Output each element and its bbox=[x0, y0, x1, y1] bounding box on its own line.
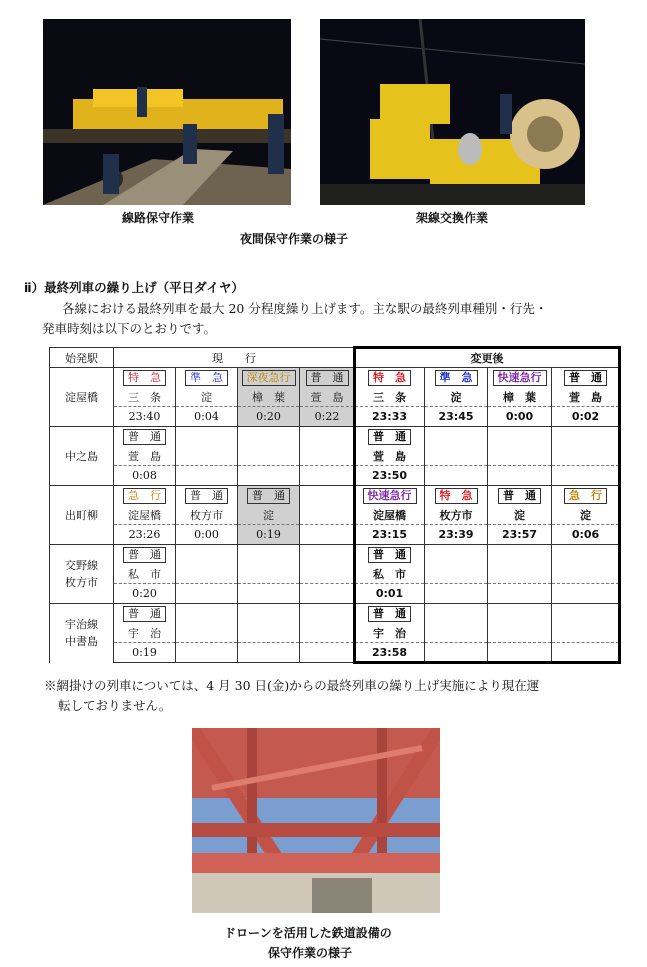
train-type-cell bbox=[425, 486, 488, 506]
row-time bbox=[50, 584, 620, 604]
train-type-cell bbox=[300, 368, 355, 388]
train-type-cell bbox=[425, 368, 488, 388]
timetable-header-row bbox=[50, 348, 620, 368]
destination-cell bbox=[176, 505, 238, 525]
empty-cell bbox=[300, 623, 355, 643]
departure-time: 23:50 bbox=[371, 469, 407, 482]
empty-cell bbox=[300, 643, 355, 663]
empty-cell bbox=[425, 466, 488, 486]
row-type bbox=[50, 368, 620, 388]
destination-cell bbox=[114, 623, 176, 643]
train-type-cell bbox=[355, 486, 425, 506]
train-type-badge: 快速急行 bbox=[493, 370, 547, 386]
empty-cell bbox=[238, 427, 300, 447]
empty-cell bbox=[238, 545, 300, 565]
empty-cell bbox=[488, 545, 552, 565]
empty-cell bbox=[488, 427, 552, 447]
station-name: 出町柳 bbox=[65, 508, 98, 522]
destination: 枚方市 bbox=[439, 508, 473, 522]
departure-time: 23:26 bbox=[128, 528, 161, 541]
row-destination bbox=[50, 387, 620, 407]
empty-cell bbox=[238, 604, 300, 624]
empty-cell bbox=[552, 427, 620, 447]
empty-cell bbox=[300, 427, 355, 447]
empty-cell bbox=[238, 623, 300, 643]
destination: 枚方市 bbox=[190, 508, 223, 522]
empty-cell bbox=[176, 545, 238, 565]
destination: 私 市 bbox=[373, 567, 406, 581]
empty-cell bbox=[176, 427, 238, 447]
empty-cell bbox=[552, 623, 620, 643]
destination: 宇 治 bbox=[128, 626, 161, 640]
paragraph-line-1: 各線における最終列車を最大 20 分程度繰り上げます。主な駅の最終列車種別・行先・ bbox=[62, 301, 548, 316]
header-station: 始発駅 bbox=[50, 348, 114, 368]
empty-cell bbox=[425, 427, 488, 447]
departure-cell bbox=[238, 407, 300, 427]
wire-replacement-photo bbox=[320, 19, 585, 205]
empty-cell bbox=[425, 623, 488, 643]
departure-cell bbox=[355, 525, 425, 545]
train-type-cell bbox=[114, 368, 176, 388]
line-name: 宇治線 bbox=[65, 618, 98, 632]
train-type-badge: 急 行 bbox=[123, 488, 166, 504]
empty-cell bbox=[425, 564, 488, 584]
train-type-cell bbox=[355, 368, 425, 388]
empty-cell bbox=[238, 643, 300, 663]
destination: 萱 島 bbox=[373, 449, 406, 463]
destination: 淀 bbox=[201, 390, 212, 404]
train-type-badge: 特 急 bbox=[435, 488, 478, 504]
departure-time: 23:15 bbox=[371, 528, 407, 541]
destination-cell bbox=[355, 446, 425, 466]
departure-cell bbox=[355, 643, 425, 663]
destination-cell bbox=[488, 505, 552, 525]
train-type-badge: 深夜急行 bbox=[242, 370, 296, 386]
departure-cell bbox=[114, 407, 176, 427]
destination-cell bbox=[114, 446, 176, 466]
destination-cell bbox=[238, 387, 300, 407]
row-type bbox=[50, 545, 620, 565]
train-type-badge: 特 急 bbox=[123, 370, 166, 386]
train-type-cell bbox=[238, 368, 300, 388]
track-maintenance-photo bbox=[43, 19, 291, 205]
departure-time: 23:33 bbox=[371, 410, 407, 423]
empty-cell bbox=[488, 446, 552, 466]
departure-cell bbox=[425, 407, 488, 427]
note-line-2: 転しておりません。 bbox=[58, 698, 172, 713]
train-type-badge: 普 通 bbox=[498, 488, 541, 504]
departure-cell bbox=[488, 525, 552, 545]
departure-cell bbox=[552, 525, 620, 545]
destination: 淀 bbox=[263, 508, 274, 522]
section-paragraph bbox=[42, 299, 632, 339]
empty-cell bbox=[425, 643, 488, 663]
train-type-cell bbox=[114, 545, 176, 565]
departure-cell bbox=[238, 525, 300, 545]
section-heading: ⅱ）最終列車の繰り上げ（平日ダイヤ） bbox=[24, 280, 244, 295]
empty-cell bbox=[552, 584, 620, 604]
train-type-cell bbox=[552, 368, 620, 388]
empty-cell bbox=[425, 545, 488, 565]
empty-cell bbox=[300, 486, 355, 506]
empty-cell bbox=[300, 584, 355, 604]
empty-cell bbox=[552, 545, 620, 565]
empty-cell bbox=[552, 643, 620, 663]
empty-cell bbox=[488, 604, 552, 624]
train-type-cell bbox=[488, 368, 552, 388]
empty-cell bbox=[176, 623, 238, 643]
destination-cell bbox=[355, 387, 425, 407]
train-type-cell bbox=[114, 486, 176, 506]
train-type-badge: 普 通 bbox=[185, 488, 228, 504]
empty-cell bbox=[300, 446, 355, 466]
destination-cell bbox=[114, 387, 176, 407]
departure-cell bbox=[488, 407, 552, 427]
train-type-badge: 普 通 bbox=[123, 547, 166, 563]
destination: 三 条 bbox=[373, 390, 406, 404]
paragraph-line-2: 発車時刻は以下のとおりです。 bbox=[42, 321, 217, 336]
track-maintenance-caption: 線路保守作業 bbox=[122, 211, 195, 225]
wire-replacement-caption: 架線交換作業 bbox=[416, 211, 489, 225]
origin-station bbox=[50, 604, 114, 663]
departure-time: 0:00 bbox=[505, 410, 534, 423]
row-type bbox=[50, 427, 620, 447]
empty-cell bbox=[176, 604, 238, 624]
empty-cell bbox=[238, 564, 300, 584]
departure-time: 0:19 bbox=[132, 646, 157, 659]
note bbox=[44, 676, 634, 716]
empty-cell bbox=[176, 446, 238, 466]
drone-bridge-photo bbox=[192, 728, 440, 913]
destination-cell bbox=[488, 387, 552, 407]
departure-time: 23:40 bbox=[128, 410, 161, 423]
train-type-badge: 特 急 bbox=[368, 370, 411, 386]
empty-cell bbox=[300, 466, 355, 486]
departure-time: 0:08 bbox=[132, 469, 157, 482]
departure-time: 0:01 bbox=[375, 587, 404, 600]
station-name: 中之島 bbox=[65, 449, 98, 463]
station-name: 淀屋橋 bbox=[65, 390, 98, 404]
destination-cell bbox=[425, 387, 488, 407]
train-type-badge: 普 通 bbox=[306, 370, 349, 386]
departure-cell bbox=[355, 584, 425, 604]
destination: 樟 葉 bbox=[252, 390, 285, 404]
empty-cell bbox=[176, 584, 238, 604]
origin-station bbox=[50, 545, 114, 604]
empty-cell bbox=[488, 466, 552, 486]
train-type-badge: 普 通 bbox=[247, 488, 290, 504]
empty-cell bbox=[425, 604, 488, 624]
empty-cell bbox=[425, 584, 488, 604]
train-type-badge: 普 通 bbox=[564, 370, 607, 386]
row-destination bbox=[50, 564, 620, 584]
empty-cell bbox=[300, 505, 355, 525]
departure-time: 23:39 bbox=[438, 528, 474, 541]
empty-cell bbox=[552, 446, 620, 466]
departure-time: 0:00 bbox=[194, 528, 219, 541]
station-name: 中書島 bbox=[65, 635, 98, 649]
origin-station bbox=[50, 368, 114, 427]
destination: 宇 治 bbox=[373, 626, 406, 640]
departure-time: 0:06 bbox=[571, 528, 600, 541]
departure-cell bbox=[425, 525, 488, 545]
empty-cell bbox=[176, 564, 238, 584]
origin-station bbox=[50, 427, 114, 486]
train-type-cell bbox=[488, 486, 552, 506]
destination-cell bbox=[552, 505, 620, 525]
departure-time: 0:20 bbox=[256, 410, 281, 423]
row-destination bbox=[50, 446, 620, 466]
destination: 萱 島 bbox=[310, 390, 344, 404]
destination-cell bbox=[114, 505, 176, 525]
train-type-badge: 快速急行 bbox=[363, 488, 417, 504]
departure-cell bbox=[114, 643, 176, 663]
drone-caption-line-1: ドローンを活用した鉄道設備の bbox=[224, 926, 392, 940]
empty-cell bbox=[300, 525, 355, 545]
note-line-1: ※網掛けの列車については、4 月 30 日(金)からの最終列車の繰り上げ実施により現在運 bbox=[44, 678, 540, 693]
empty-cell bbox=[488, 643, 552, 663]
header-new: 変更後 bbox=[355, 348, 620, 368]
destination: 樟 葉 bbox=[503, 390, 536, 404]
train-type-badge: 普 通 bbox=[368, 429, 411, 445]
departure-cell bbox=[300, 407, 355, 427]
empty-cell bbox=[238, 466, 300, 486]
destination: 淀屋橋 bbox=[128, 508, 161, 522]
empty-cell bbox=[176, 643, 238, 663]
departure-time: 23:58 bbox=[371, 646, 407, 659]
row-type bbox=[50, 486, 620, 506]
train-type-badge: 急 行 bbox=[564, 488, 607, 504]
empty-cell bbox=[552, 466, 620, 486]
line-name: 交野線 bbox=[65, 559, 98, 572]
departure-time: 0:22 bbox=[314, 410, 340, 423]
destination-cell bbox=[355, 505, 425, 525]
departure-cell bbox=[552, 407, 620, 427]
departure-cell bbox=[114, 584, 176, 604]
train-type-badge: 普 通 bbox=[368, 547, 411, 563]
train-type-cell bbox=[176, 486, 238, 506]
row-destination bbox=[50, 505, 620, 525]
train-type-badge: 普 通 bbox=[368, 606, 411, 622]
departure-cell bbox=[355, 407, 425, 427]
empty-cell bbox=[488, 623, 552, 643]
train-type-cell bbox=[552, 486, 620, 506]
train-type-badge: 準 急 bbox=[185, 370, 228, 386]
train-type-cell bbox=[355, 604, 425, 624]
empty-cell bbox=[488, 584, 552, 604]
row-time bbox=[50, 643, 620, 663]
destination: 萱 島 bbox=[569, 390, 602, 404]
departure-time: 0:20 bbox=[132, 587, 157, 600]
departure-time: 0:19 bbox=[256, 528, 281, 541]
row-destination bbox=[50, 623, 620, 643]
destination: 淀 bbox=[580, 508, 591, 522]
destination-cell bbox=[300, 387, 355, 407]
destination-cell bbox=[355, 564, 425, 584]
destination: 淀 bbox=[514, 508, 525, 522]
train-type-badge: 普 通 bbox=[123, 429, 166, 445]
train-type-cell bbox=[238, 486, 300, 506]
train-type-cell bbox=[355, 545, 425, 565]
empty-cell bbox=[176, 466, 238, 486]
row-time bbox=[50, 525, 620, 545]
train-type-cell bbox=[114, 604, 176, 624]
destination: 私 市 bbox=[128, 567, 161, 581]
destination: 淀 bbox=[450, 390, 462, 404]
empty-cell bbox=[300, 545, 355, 565]
train-type-cell bbox=[114, 427, 176, 447]
origin-station bbox=[50, 486, 114, 545]
departure-cell bbox=[355, 466, 425, 486]
destination-cell bbox=[238, 505, 300, 525]
destination: 萱 島 bbox=[128, 449, 161, 463]
departure-cell bbox=[176, 525, 238, 545]
train-type-badge: 準 急 bbox=[435, 370, 478, 386]
header-current: 現 行 bbox=[114, 348, 355, 368]
empty-cell bbox=[238, 446, 300, 466]
departure-cell bbox=[114, 466, 176, 486]
night-work-caption: 夜間保守作業の様子 bbox=[240, 232, 349, 246]
destination-cell bbox=[425, 505, 488, 525]
destination-cell bbox=[552, 387, 620, 407]
empty-cell bbox=[238, 584, 300, 604]
empty-cell bbox=[552, 564, 620, 584]
train-type-cell bbox=[176, 368, 238, 388]
departure-cell bbox=[176, 407, 238, 427]
destination-cell bbox=[114, 564, 176, 584]
row-time bbox=[50, 466, 620, 486]
departure-time: 0:02 bbox=[571, 410, 600, 423]
empty-cell bbox=[552, 604, 620, 624]
departure-time: 23:57 bbox=[501, 528, 537, 541]
train-type-badge: 普 通 bbox=[123, 606, 166, 622]
departure-time: 0:04 bbox=[194, 410, 219, 423]
drone-caption-line-2: 保守作業の様子 bbox=[268, 946, 353, 960]
destination: 三 条 bbox=[128, 390, 161, 404]
row-type bbox=[50, 604, 620, 624]
departure-time: 23:45 bbox=[438, 410, 474, 423]
destination-cell bbox=[355, 623, 425, 643]
empty-cell bbox=[300, 564, 355, 584]
empty-cell bbox=[488, 564, 552, 584]
empty-cell bbox=[425, 446, 488, 466]
row-time bbox=[50, 407, 620, 427]
departure-cell bbox=[114, 525, 176, 545]
destination: 淀屋橋 bbox=[373, 508, 406, 522]
station-name: 枚方市 bbox=[65, 576, 98, 589]
train-type-cell bbox=[355, 427, 425, 447]
timetable bbox=[49, 347, 620, 663]
destination-cell bbox=[176, 387, 238, 407]
empty-cell bbox=[300, 604, 355, 624]
